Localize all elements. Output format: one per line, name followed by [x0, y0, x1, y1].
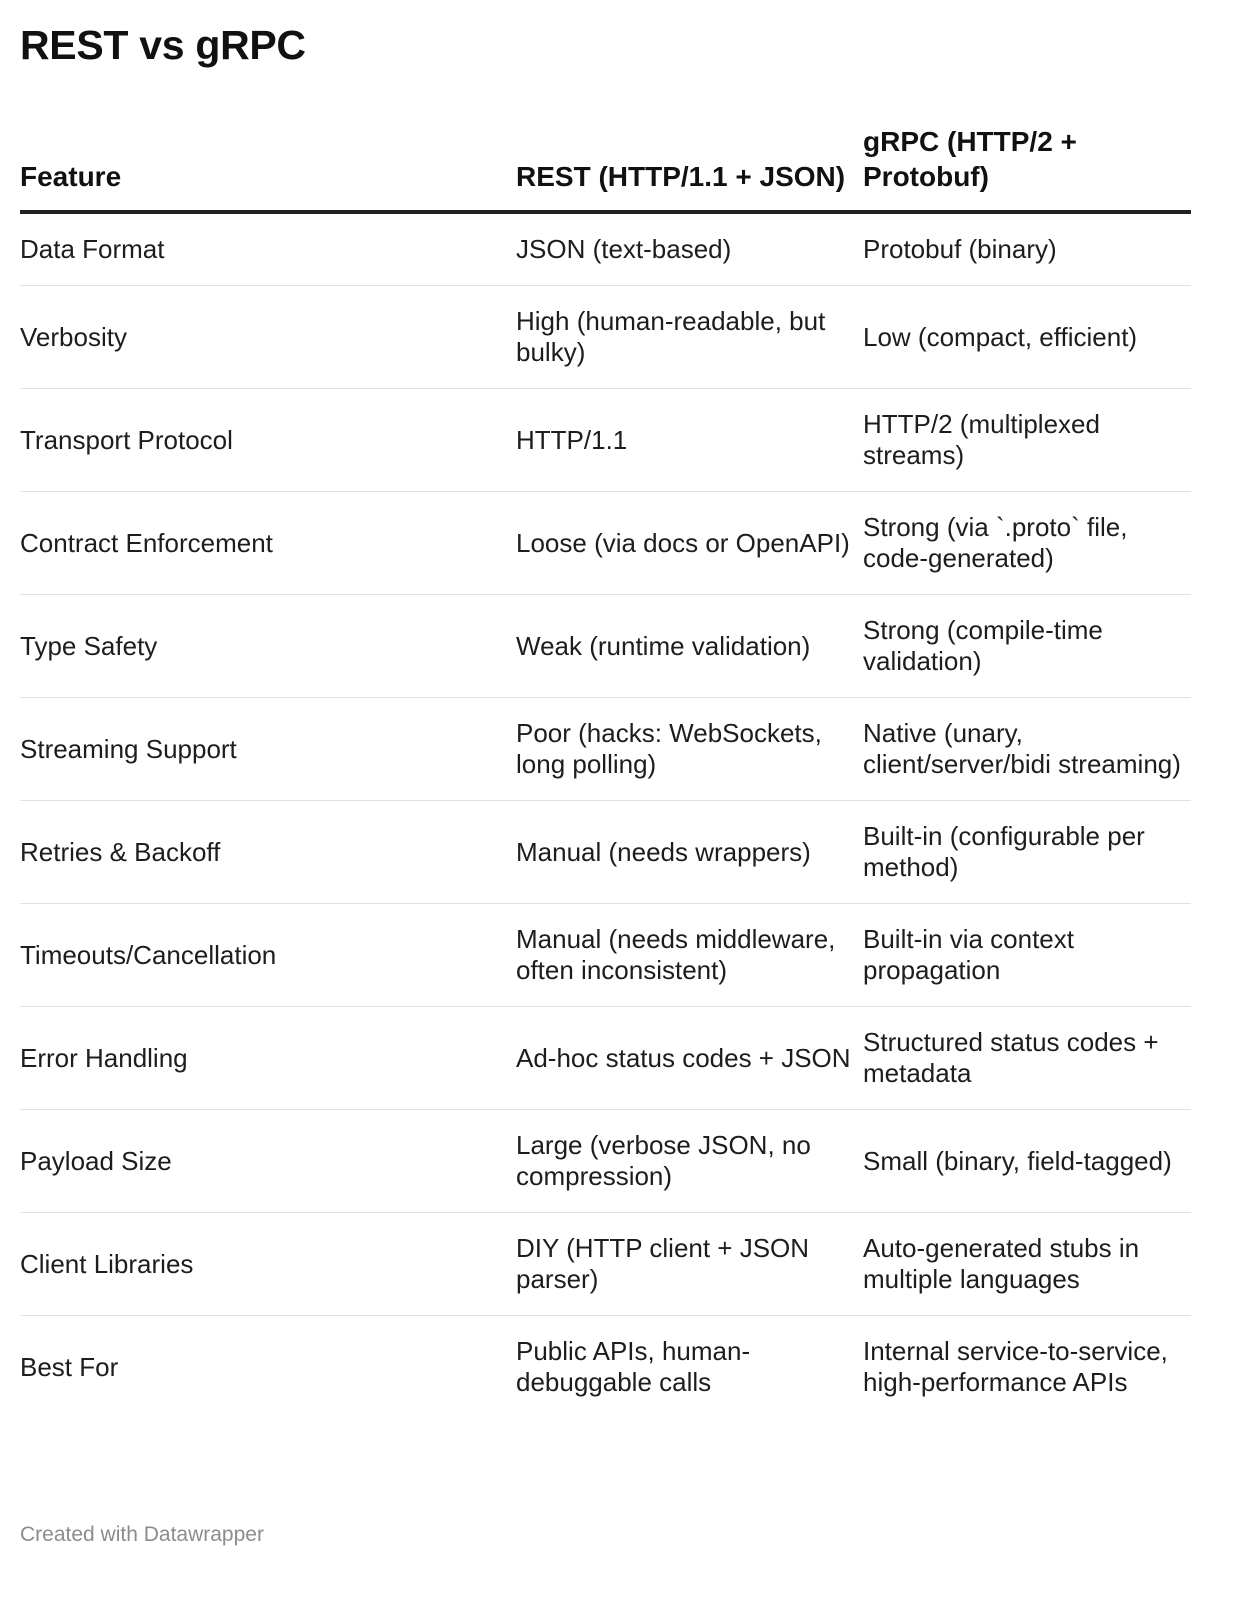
table-row	[20, 286, 1191, 389]
chart-container	[20, 0, 1191, 1418]
feature-cell: Contract Enforcement	[20, 492, 516, 595]
feature-cell: Streaming Support	[20, 698, 516, 801]
grpc-cell: Strong (compile-time validation)	[863, 595, 1191, 698]
grpc-cell: Structured status codes + metadata	[863, 1007, 1191, 1110]
header-row	[20, 124, 1191, 212]
feature-cell: Transport Protocol	[20, 389, 516, 492]
column-header-feature[interactable]: Feature	[20, 124, 516, 212]
feature-cell: Data Format	[20, 212, 516, 286]
rest-cell: Loose (via docs or OpenAPI)	[516, 492, 863, 595]
feature-cell: Type Safety	[20, 595, 516, 698]
grpc-cell: Strong (via `.proto` file, code-generated)	[863, 492, 1191, 595]
comparison-table	[20, 124, 1191, 1418]
rest-cell: Poor (hacks: WebSockets, long polling)	[516, 698, 863, 801]
table-body	[20, 212, 1191, 1418]
feature-cell: Error Handling	[20, 1007, 516, 1110]
table-row	[20, 1316, 1191, 1419]
table-row	[20, 389, 1191, 492]
feature-cell: Verbosity	[20, 286, 516, 389]
feature-cell: Retries & Backoff	[20, 801, 516, 904]
feature-cell: Payload Size	[20, 1110, 516, 1213]
table-row	[20, 698, 1191, 801]
chart-title: REST vs gRPC	[20, 22, 306, 68]
rest-cell: HTTP/1.1	[516, 389, 863, 492]
grpc-cell: Low (compact, efficient)	[863, 286, 1191, 389]
table-row	[20, 1213, 1191, 1316]
feature-cell: Best For	[20, 1351, 119, 1382]
rest-cell: Large (verbose JSON, no compression)	[516, 1110, 863, 1213]
table-row	[20, 212, 1191, 286]
rest-cell: JSON (text-based)	[516, 212, 863, 286]
table-row	[20, 1007, 1191, 1110]
feature-cell: Timeouts/Cancellation	[20, 904, 516, 1007]
grpc-cell: Internal service-to-service, high-performance APIs	[863, 1336, 1168, 1397]
table-row	[20, 801, 1191, 904]
table-row	[20, 595, 1191, 698]
grpc-cell: Auto-generated stubs in multiple languages	[863, 1213, 1191, 1316]
grpc-cell: Built-in via context propagation	[863, 904, 1191, 1007]
grpc-cell: Native (unary, client/server/bidi streaming)	[863, 698, 1191, 801]
table-row	[20, 904, 1191, 1007]
rest-cell: DIY (HTTP client + JSON parser)	[516, 1213, 863, 1316]
rest-cell: Manual (needs wrappers)	[516, 801, 863, 904]
rest-cell: Ad-hoc status codes + JSON	[516, 1007, 863, 1110]
rest-cell: Manual (needs middleware, often inconsistent)	[516, 904, 863, 1007]
grpc-cell: Small (binary, field-tagged)	[863, 1110, 1191, 1213]
rest-cell: Public APIs, human-debuggable calls	[516, 1336, 751, 1397]
table-row	[20, 1110, 1191, 1213]
rest-cell: High (human-readable, but bulky)	[516, 286, 863, 389]
column-header-grpc[interactable]: gRPC (HTTP/2 + Protobuf)	[863, 124, 1191, 212]
feature-cell: Client Libraries	[20, 1213, 516, 1316]
grpc-cell: Protobuf (binary)	[863, 212, 1191, 286]
rest-cell: Weak (runtime validation)	[516, 595, 863, 698]
grpc-cell: HTTP/2 (multiplexed streams)	[863, 389, 1191, 492]
column-header-rest[interactable]: REST (HTTP/1.1 + JSON)	[516, 124, 863, 212]
table-header	[20, 124, 1191, 212]
grpc-cell: Built-in (configurable per method)	[863, 801, 1191, 904]
table-row	[20, 492, 1191, 595]
credit-footer[interactable]: Created with Datawrapper	[20, 1523, 264, 1546]
